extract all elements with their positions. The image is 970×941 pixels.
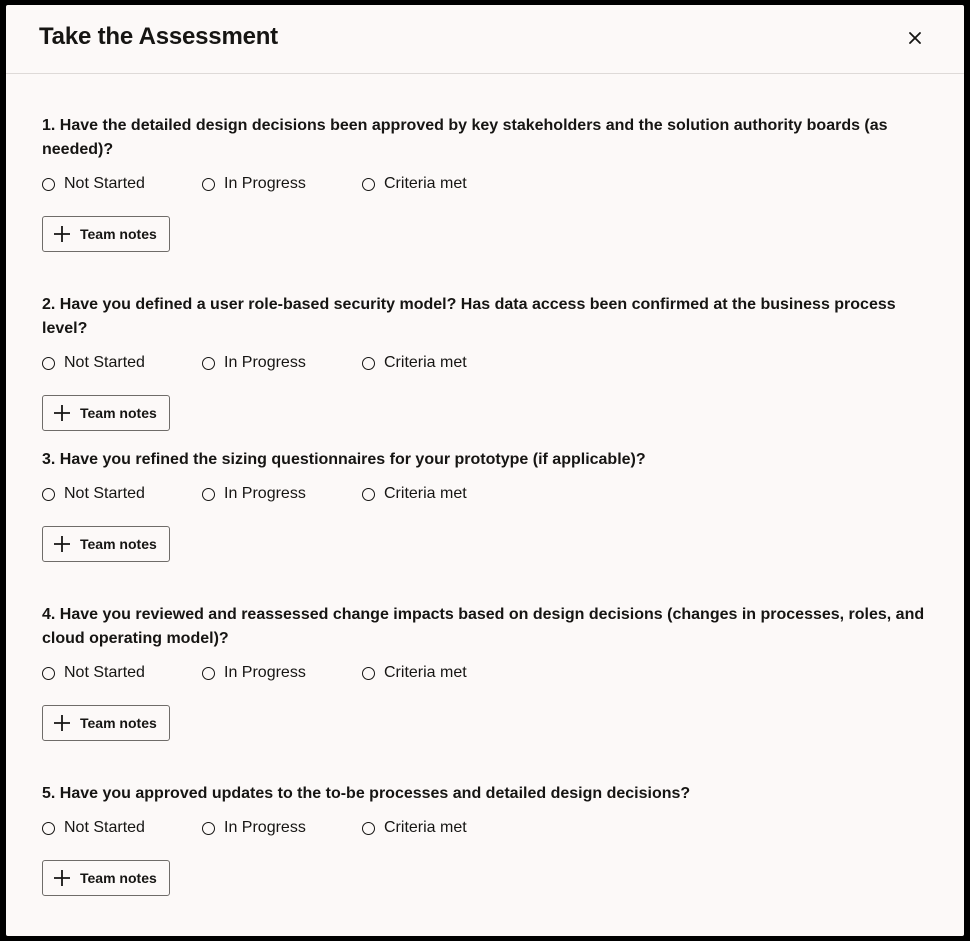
plus-icon	[53, 869, 71, 887]
dialog-header	[6, 5, 964, 74]
radio-button[interactable]	[42, 822, 55, 835]
status-radio-group	[42, 816, 942, 840]
option-label: Criteria met	[384, 485, 467, 502]
option-label: Criteria met	[384, 819, 467, 836]
team-notes-label: Team notes	[80, 405, 157, 421]
option-label: In Progress	[224, 664, 306, 681]
option-in-progress[interactable]	[202, 175, 362, 193]
radio-button[interactable]	[202, 667, 215, 680]
option-criteria-met[interactable]	[362, 354, 522, 372]
status-radio-group	[42, 351, 942, 375]
radio-button[interactable]	[42, 488, 55, 501]
option-not-started[interactable]	[42, 664, 202, 682]
team-notes-button[interactable]	[42, 526, 170, 562]
close-button[interactable]	[902, 25, 928, 51]
close-icon	[909, 32, 921, 44]
question-text: 4. Have you reviewed and reassessed change impacts based on design decisions (changes in processes, roles, and cloud operating model)?	[42, 606, 925, 647]
team-notes-button[interactable]	[42, 705, 170, 741]
option-in-progress[interactable]	[202, 485, 362, 503]
option-criteria-met[interactable]	[362, 664, 522, 682]
plus-icon	[53, 225, 71, 243]
question-3	[42, 448, 942, 562]
option-label: Criteria met	[384, 664, 467, 681]
radio-button[interactable]	[362, 667, 375, 680]
option-label: Criteria met	[384, 175, 467, 192]
dialog-title: Take the Assessment	[39, 23, 278, 50]
option-label: Not Started	[64, 485, 145, 502]
assessment-dialog	[6, 5, 964, 936]
radio-button[interactable]	[362, 178, 375, 191]
team-notes-label: Team notes	[80, 870, 157, 886]
option-label: In Progress	[224, 485, 306, 502]
question-text: 1. Have the detailed design decisions been approved by key stakeholders and the solution authority boards (as needed)?	[42, 117, 888, 158]
radio-button[interactable]	[42, 667, 55, 680]
status-radio-group	[42, 172, 942, 196]
option-label: Not Started	[64, 664, 145, 681]
team-notes-label: Team notes	[80, 715, 157, 731]
option-criteria-met[interactable]	[362, 819, 522, 837]
question-text: 2. Have you defined a user role-based security model? Has data access been confirmed at the business process level?	[42, 296, 896, 337]
radio-button[interactable]	[362, 488, 375, 501]
option-not-started[interactable]	[42, 819, 202, 837]
team-notes-label: Team notes	[80, 226, 157, 242]
radio-button[interactable]	[202, 357, 215, 370]
option-not-started[interactable]	[42, 175, 202, 193]
radio-button[interactable]	[42, 357, 55, 370]
option-label: In Progress	[224, 175, 306, 192]
option-in-progress[interactable]	[202, 664, 362, 682]
option-label: Not Started	[64, 175, 145, 192]
option-label: Not Started	[64, 354, 145, 371]
question-5	[42, 782, 942, 896]
radio-button[interactable]	[42, 178, 55, 191]
option-not-started[interactable]	[42, 354, 202, 372]
question-text: 5. Have you approved updates to the to-be processes and detailed design decisions?	[42, 785, 691, 802]
question-4	[42, 603, 942, 741]
option-label: In Progress	[224, 819, 306, 836]
radio-button[interactable]	[202, 488, 215, 501]
plus-icon	[53, 535, 71, 553]
question-text: 3. Have you refined the sizing questionnaires for your prototype (if applicable)?	[42, 451, 646, 468]
option-label: In Progress	[224, 354, 306, 371]
option-in-progress[interactable]	[202, 819, 362, 837]
plus-icon	[53, 404, 71, 422]
radio-button[interactable]	[362, 822, 375, 835]
option-label: Criteria met	[384, 354, 467, 371]
plus-icon	[53, 714, 71, 732]
status-radio-group	[42, 661, 942, 685]
option-criteria-met[interactable]	[362, 175, 522, 193]
option-in-progress[interactable]	[202, 354, 362, 372]
radio-button[interactable]	[362, 357, 375, 370]
radio-button[interactable]	[202, 822, 215, 835]
team-notes-button[interactable]	[42, 216, 170, 252]
option-criteria-met[interactable]	[362, 485, 522, 503]
option-not-started[interactable]	[42, 485, 202, 503]
option-label: Not Started	[64, 819, 145, 836]
team-notes-button[interactable]	[42, 395, 170, 431]
team-notes-label: Team notes	[80, 536, 157, 552]
team-notes-button[interactable]	[42, 860, 170, 896]
question-1	[42, 114, 942, 252]
radio-button[interactable]	[202, 178, 215, 191]
question-2	[42, 293, 942, 431]
status-radio-group	[42, 482, 942, 506]
